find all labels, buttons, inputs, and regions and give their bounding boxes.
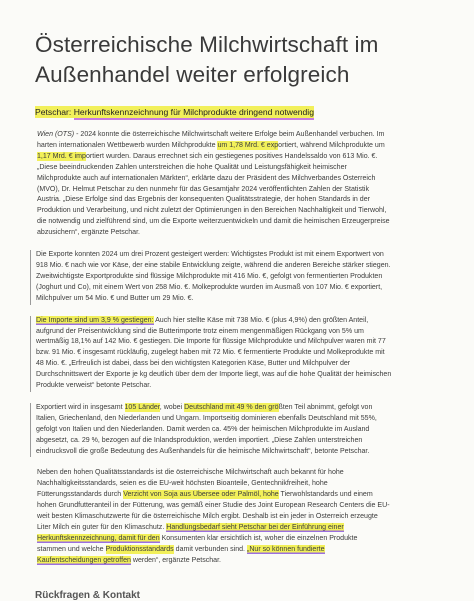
highlight-countries: 105 Länder [124, 403, 160, 411]
article-title [35, 30, 452, 90]
title-line-1: Österreichische Milchwirtschaft im [35, 32, 379, 57]
title-line-2: Außenhandel weiter erfolgreich [35, 62, 350, 87]
highlight-feeding: Verzicht von Soja aus Übersee oder Palmöl, hohe [123, 491, 279, 499]
highlight-imports-increase: Die Importe sind um 3,9 % gestiegen: [36, 316, 154, 324]
paragraph-4: Exportiert wird in insgesamt 105 Länder, wobei Deutschland mit 49 % den größten Teil abnimmt, gefolgt von Italien, Griechenland, den Niederlanden und Ungarn. Importseitig dominieren ebenfalls Deutschland mit 55%, gefolgt von Italien und den Niederlanden. Damit werden ca. 45% der heimischen Milchprodukte im Ausland abgesetzt, ca. 29 %, bezogen auf die Inlandsproduktion, werden importiert. „Diese Zahlen unterstreichen eindrucksvoll die große Bedeutung des Außenhandels für die heimische Milchwirtschaft“, betonte Petschar. [30, 403, 452, 458]
highlight-import-value: 1,17 Mrd. € imp [37, 152, 86, 160]
contact-heading: Rückfragen & Kontakt [35, 590, 141, 601]
highlight-origin-labeling: Herkunftskennzeichnung, damit für den [37, 534, 160, 542]
paragraph-5: Neben den hohen Qualitätsstandards ist die österreichische Milchwirtschaft auch bekannt für hohe Nachhaltigkeitsstandards, seien es die EU-weit höchsten Bioanteile, Gentechnikfreiheit, hohe Fütterungsstandards durch Verzicht von Soja aus Übersee oder Palmöl, hohe Tierwohlstandards und einem hohen Grundfutteranteil in der Fütterung, was gemäß einer Studie des Joint European Research Centers die EU- weit besten Klimaschutzwerte für die österreichische Milch ergibt. Deshalb ist ein jeder in Österreich erzeugte Liter Milch ein guter für den Klimaschutz. Handlungsbedarf sieht Petschar bei der Einführung einer Herkunftskennzeichnung, damit für den Konsumenten klar ersichtlich ist, woher die einzelnen Produkte stammen und welche Produktionsstandards damit verbunden sind. „Nur so können fundierte Kaufentscheidungen getroffen werden“, ergänzte Petschar. [37, 469, 390, 564]
subtitle-highlight: Herkunftskennzeichnung für Milchprodukte dringend notwendig [74, 106, 314, 120]
highlight-export-value: um 1,78 Mrd. € exp [217, 141, 279, 149]
highlight-action-needed: Handlungsbedarf sieht Petschar bei der Einführung einer [166, 524, 344, 531]
dateline: Wien (OTS) [37, 131, 75, 138]
paragraph-2: Die Exporte konnten 2024 um drei Prozent gesteigert werden: Wichtigstes Produkt ist mit einem Exportwert von 918 Mio. € nach wie vor Käse, der eine stabile Entwicklung zeigte, während die anderen Bereiche stärker stiegen. Zweitwichtigste Exportprodukte sind flüssige Milchprodukte mit 416 Mio. €, gefolgt von fermentierten Produkten (Joghurt und Co), mit einem Wert von 258 Mio. €. Molkeprodukte wurden im Ausmaß von 107 Mio. € exportiert, Milchpulver um 54 Mio. € und Butter um 29 Mio. €. [30, 250, 452, 305]
article-subtitle [35, 106, 452, 119]
highlight-germany-share: Deutschland mit 49 % den grö [184, 403, 279, 411]
subtitle-prefix: Petschar: [35, 107, 74, 117]
paragraph-3: Die Importe sind um 3,9 % gestiegen: Auch hier stellte Käse mit 738 Mio. € (plus 4,9%) den größten Anteil, aufgrund der Preisentwicklung sind die Butterimporte trotz einem mengenmäßigen Rückgang von 5% um wertmäßig 18,1% auf 142 Mio. € gestiegen. Die Importe für flüssige Milchprodukte und Milchpulver waren mit 77 bzw. 91 Mio. € insgesamt rückläufig, zugelegt haben mit 72 Mio. € fermentierte Produkte und Molkeprodukte mit 48 Mio. €. „Erfreulich ist dabei, dass bei den wichtigsten Kategorien Käse, Butter und Milchpulver der Durchschnittswert der Exporte je kg deutlich über dem der Importe liegt, was auf die hohe Qualität der heimischen Produkte verweist“ betonte Petschar. [30, 316, 452, 392]
paragraph-1: Wien (OTS) - 2024 konnte die österreichische Milchwirtschaft weitere Erfolge beim Außenhandel verbuchen. Im harten internationalen Wettbewerb wurden Milchprodukte um 1,78 Mrd. € exportiert, während Milchprodukte um 1,17 Mrd. € importiert wurden. Daraus errechnet sich ein gestiegenes positives Handelssaldo von 613 Mio. €. „Diese beeindruckenden Zahlen unterstreichen die hohe Qualität und Leistungsfähigkeit heimischer Milchprodukte auch auf internationalen Märkten“, erklärte dazu der Präsident des Milchverbandes Österreich (MVÖ), Dr. Helmut Petschar zu den nunmehr für das Gesamtjahr 2024 veröffentlichten Zahlen der Statistik Austria. „Diese Erfolge sind das Ergebnis der konsequenten Qualitätsstrategie, der hohen Standards in der Produktion und Verarbeitung, und nicht zuletzt der Optimierungen in den Bereichen Nachhaltigkeit und Tierwohl, die notwendig und zielführend sind, um die Exporte weiterzuentwickeln und damit die heimischen Erzeugerpreise abzusichern“, ergänzte Petschar. [37, 131, 390, 237]
highlight-production-standards: Produktionsstandards [105, 545, 174, 553]
highlight-purchase-decisions: Kaufentscheidungen getroffen [37, 556, 131, 564]
highlight-informed-decisions: „Nur so können fundierte [246, 545, 325, 553]
